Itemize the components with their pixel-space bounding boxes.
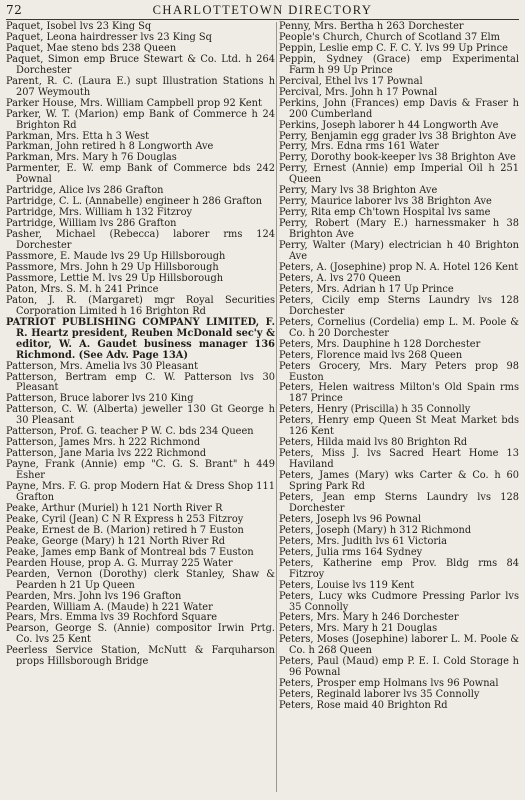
directory-entry: Peters Grocery, Mrs. Mary Peters prop 98 Euston (279, 360, 519, 383)
directory-entry: Peters, Rose maid 40 Brighton Rd (279, 700, 448, 712)
directory-entry: Perry, Walter (Mary) electrician h 40 Brighton Ave (279, 240, 519, 263)
directory-entry: Peters, Joseph (Mary) h 312 Richmond (279, 524, 472, 536)
directory-entry: Pearden, Vernon (Dorothy) clerk Stanley, Shaw & Pearden h 21 Up Queen (6, 568, 275, 591)
directory-entry: Passmore, E. Maude lvs 29 Up Hillsborough (6, 251, 226, 263)
directory-entry: Peters, Jean emp Sterns Laundry lvs 128 Dorchester (279, 491, 519, 514)
directory-entry: Paton, J. R. (Margaret) mgr Royal Securities Corporation Limited h 16 Brighton Rd (6, 294, 275, 317)
directory-entry: Perry, Mrs. Edna rms 161 Water (279, 141, 439, 153)
directory-entry: Peake, George (Mary) h 121 North River Rd (6, 535, 226, 547)
directory-entry: Perkins, Joseph laborer h 44 Longworth Ave (279, 119, 499, 131)
directory-entry: Peters, Mrs. Dauphine h 128 Dorchester (279, 338, 481, 350)
directory-entry: Perry, Ernest (Annie) emp Imperial Oil h 251 Queen (279, 163, 519, 186)
directory-entry: Parkman, Mrs. Mary h 76 Douglas (6, 152, 177, 164)
directory-entry: Patterson, James Mrs. h 222 Richmond (6, 437, 201, 449)
directory-entry: Peters, Mrs. Judith lvs 61 Victoria (279, 535, 448, 547)
directory-entry: Peters, Cicily emp Sterns Laundry lvs 128 Dorchester (279, 294, 519, 317)
directory-entry: People's Church, Church of Scotland 37 Elm (279, 31, 500, 43)
directory-entry: Peters, James (Mary) wks Carter & Co. h 60 Spring Park Rd (279, 470, 519, 493)
directory-entry: Peters, Julia rms 164 Sydney (279, 546, 423, 558)
directory-entry: Pearson, George S. (Annie) compositor Irwin Prtg. Co. lvs 25 Kent (6, 623, 275, 646)
directory-entry: Parkman, John retired h 8 Longworth Ave (6, 141, 214, 153)
directory-entry: Peters, Cornelius (Cordelia) emp L. M. Poole & Co. h 20 Dorchester (279, 316, 519, 339)
directory-entry: Payne, Mrs. F. G. prop Modern Hat & Dress Shop 111 Grafton (6, 481, 275, 503)
directory-entry: Peters, Hilda maid lvs 80 Brighton Rd (279, 437, 468, 449)
header-rule (6, 19, 519, 20)
directory-entry: Peters, Katherine emp Prov. Bldg rms 84 Fitzroy (279, 557, 519, 580)
directory-entry: Passmore, Lettie M. lvs 29 Up Hillsborough (6, 272, 224, 284)
directory-entry: Peters, Helen waitress Milton's Old Spain rms 187 Prince (279, 382, 519, 405)
directory-entry: Patterson, Prof. G. teacher P W. C. bds 234 Queen (6, 426, 254, 438)
directory-entry: Peters, Prosper emp Holmans lvs 96 Pownal (279, 678, 499, 690)
directory-entry: Peters, Lucy wks Cudmore Pressing Parlor lvs 35 Connolly (279, 590, 519, 613)
directory-entry: Peake, James emp Bank of Montreal bds 7 Euston (6, 546, 254, 558)
directory-entry: Patterson, Bruce laborer lvs 210 King (6, 393, 194, 405)
directory-entry: Peake, Ernest de B. (Marion) retired h 7 Euston (6, 524, 244, 536)
directory-entry: Parmenter, E. W. emp Bank of Commerce bds 242 Pownal (6, 163, 275, 186)
directory-entry: Perry, Robert (Mary E.) harnessmaker h 38 Brighton Ave (279, 218, 519, 241)
directory-entry: Parent, R. C. (Laura E.) supt Illustration Stations h 207 Weymouth (6, 75, 275, 98)
column-divider (276, 22, 277, 792)
directory-entry: Passmore, Mrs. John h 29 Up Hillsborough (6, 261, 219, 273)
directory-entry: Perry, Mary lvs 38 Brighton Ave (279, 185, 438, 197)
directory-entry: Peters, Henry emp Queen St Meat Market bds 126 Kent (279, 415, 519, 438)
directory-entry: Patterson, C. W. (Alberta) jeweller 130 Gt George h 30 Pleasant (6, 404, 275, 427)
directory-entry: Peters, Miss J. lvs Sacred Heart Home 13 Haviland (279, 448, 519, 471)
directory-entry: Parkman, Mrs. Etta h 3 West (6, 130, 150, 142)
directory-entry: Partridge, William lvs 286 Grafton (6, 218, 177, 230)
page-number: 72 (6, 3, 23, 17)
left-column (6, 22, 275, 668)
directory-entry: Pearden, William A. (Maude) h 221 Water (6, 601, 213, 613)
directory-advertisement-entry: PATRIOT PUBLISHING COMPANY LIMITED, F. R. Heartz president, Reuben McDonald sec'y & editor, W. A. Gaudet business manager 136 Richmond. (See Adv. Page 13A) (6, 316, 275, 361)
directory-entry: Percival, Mrs. John h 17 Pownal (279, 86, 438, 98)
directory-entry: Peake, Cyril (Jean) C N R Express h 253 Fitzroy (6, 513, 244, 525)
directory-entry: Partridge, Alice lvs 286 Grafton (6, 185, 164, 197)
directory-entry: Peerless Service Station, McNutt & Farquharson props Hillsborough Bridge (6, 645, 275, 668)
directory-entry: Patterson, Bertram emp C. W. Patterson lvs 30 Pleasant (6, 371, 275, 394)
directory-entry: Pearden, Mrs. John lvs 196 Grafton (6, 590, 182, 602)
page-header (6, 3, 519, 18)
directory-entry: Pearden House, prop A. G. Murray 225 Water (6, 557, 233, 569)
directory-entry: Peters, Moses (Josephine) laborer L. M. Poole & Co. h 268 Queen (279, 634, 519, 657)
directory-entry: Payne, Frank (Annie) emp "C. G. S. Brant" h 449 Esher (6, 459, 275, 482)
directory-entry: Pears, Mrs. Emma lvs 39 Rochford Square (6, 612, 218, 624)
directory-entry: Peters, Reginald laborer lvs 35 Connolly (279, 689, 480, 701)
directory-entry: Peters, Mrs. Adrian h 17 Up Prince (279, 283, 454, 295)
directory-entry: Peppin, Leslie emp C. F. C. Y. lvs 99 Up Prince (279, 42, 508, 54)
directory-title: CHARLOTTETOWN DIRECTORY (152, 3, 373, 17)
directory-entry: Peters, Henry (Priscilla) h 35 Connolly (279, 404, 471, 416)
directory-entry: Penny, Mrs. Bertha h 263 Dorchester (279, 21, 464, 32)
directory-entry: Paquet, Simon emp Bruce Stewart & Co. Ltd. h 264 Dorchester (6, 53, 275, 76)
directory-entry: Perry, Benjamin egg grader lvs 38 Brighton Ave (279, 130, 517, 142)
directory-entry: Pasher, Michael (Rebecca) laborer rms 124 Dorchester (6, 229, 275, 252)
directory-entry: Peters, A. (Josephine) prop N. A. Hotel 126 Kent (279, 261, 519, 273)
directory-entry: Partridge, C. L. (Annabelle) engineer h 286 Grafton (6, 196, 263, 208)
directory-entry: Parker, W. T. (Marion) emp Bank of Commerce h 24 Brighton Rd (6, 108, 275, 131)
directory-entry: Peters, Joseph lvs 96 Pownal (279, 513, 422, 525)
directory-entry: Peppin, Sydney (Grace) emp Experimental Farm h 99 Up Prince (279, 53, 519, 76)
directory-entry: Parker House, Mrs. William Campbell prop 92 Kent (6, 97, 262, 109)
directory-entry: Percival, Ethel lvs 17 Pownal (279, 75, 423, 87)
directory-entry: Paquet, Isobel lvs 23 King Sq (6, 21, 152, 32)
directory-entry: Paquet, Leona hairdresser lvs 23 King Sq (6, 31, 212, 43)
directory-entry: Partridge, Mrs. William h 132 Fitzroy (6, 207, 193, 219)
directory-entry: Peters, Paul (Maud) emp P. E. I. Cold Storage h 96 Pownal (279, 656, 519, 679)
right-column (279, 22, 519, 712)
directory-entry: Paquet, Mae steno bds 238 Queen (6, 42, 177, 54)
directory-entry: Peake, Arthur (Muriel) h 121 North River R (6, 502, 223, 514)
directory-entry: Peters, Florence maid lvs 268 Queen (279, 349, 463, 361)
directory-entry: Patterson, Jane Maria lvs 222 Richmond (6, 448, 207, 460)
directory-entry: Patterson, Mrs. Amelia lvs 30 Pleasant (6, 360, 199, 372)
directory-entry: Perry, Rita emp Ch'town Hospital lvs same (279, 207, 491, 219)
directory-entry: Peters, Louise lvs 119 Kent (279, 579, 415, 591)
directory-entry: Peters, Mrs. Mary h 246 Dorchester (279, 612, 459, 624)
directory-entry: Perry, Dorothy book-keeper lvs 38 Brighton Ave (279, 152, 516, 164)
directory-entry: Peters, A. lvs 270 Queen (279, 272, 401, 284)
directory-entry: Perkins, John (Frances) emp Davis & Fraser h 200 Cumberland (279, 97, 519, 120)
directory-entry: Peters, Mrs. Mary h 21 Douglas (279, 623, 438, 635)
directory-entry: Perry, Maurice laborer lvs 38 Brighton Ave (279, 196, 492, 208)
directory-entry: Paton, Mrs. S. M. h 241 Prince (6, 283, 159, 295)
